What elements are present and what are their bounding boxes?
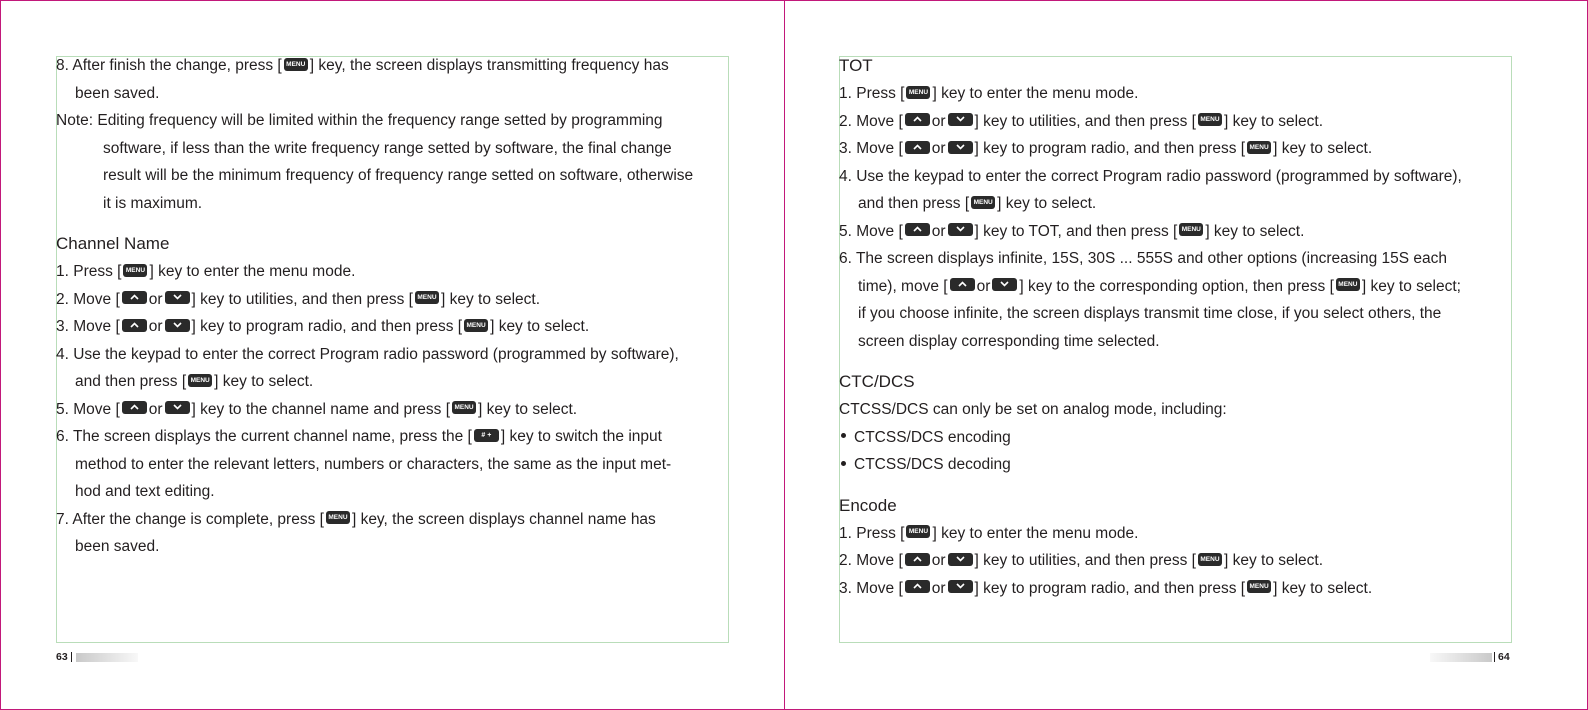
folio-separator (71, 652, 72, 662)
down-arrow-key-icon (948, 141, 973, 154)
bullet-icon (841, 461, 846, 466)
menu-key-icon (1198, 553, 1222, 566)
section-heading-ctc-dcs: CTC/DCS (839, 372, 915, 391)
down-arrow-key-icon (165, 401, 190, 414)
up-arrow-key-icon (905, 141, 930, 154)
step-line: 4. Use the keypad to enter the correct Program radio password (programmed by software), (839, 167, 1462, 185)
up-arrow-key-icon (905, 580, 930, 593)
section-heading-encode: Encode (839, 495, 897, 515)
menu-key-icon (906, 86, 930, 99)
menu-key-icon (971, 196, 995, 209)
menu-key-icon (906, 525, 930, 538)
up-arrow-key-icon (122, 291, 147, 304)
step-line: 2. Move [ or ] key to utilities, and then press [MENU ] key to select. (56, 286, 746, 314)
section-heading-tot: TOT (839, 56, 873, 75)
up-arrow-key-icon (905, 113, 930, 126)
menu-key-icon (464, 319, 488, 332)
menu-key-icon (284, 58, 308, 71)
step-line: screen display corresponding time selected. (858, 332, 1160, 350)
step-line: 4. Use the keypad to enter the correct Program radio password (programmed by software), (56, 345, 679, 363)
bullet-icon (841, 433, 846, 438)
note-line: result will be the minimum frequency of frequency range setted on software, otherwise (103, 167, 694, 184)
step-line: and then press [MENU ] key to select. (56, 368, 746, 396)
ctc-dcs-intro: CTCSS/DCS can only be set on analog mode, including: (839, 401, 1227, 418)
step-line: and then press [MENU ] key to select. (839, 190, 1529, 218)
step-line: 3. Move [ or ] key to program radio, and then press [MENU ] key to select. (839, 575, 1529, 603)
step-line: 3. Move [ or ] key to program radio, and then press [MENU ] key to select. (56, 313, 746, 341)
hash-plus-key-icon (474, 429, 499, 442)
menu-key-icon (188, 374, 212, 387)
step-line: 7. After the change is complete, press [MENU ] key, the screen displays channel name has (56, 506, 746, 534)
step-line: hod and text editing. (75, 483, 215, 500)
menu-key-icon (326, 511, 350, 524)
note-line: it is maximum. (103, 194, 203, 212)
note-line: software, if less than the write frequency range setted by software, the final change (103, 139, 672, 157)
step-line: 3. Move [ or ] key to program radio, and then press [MENU ] key to select. (839, 135, 1529, 163)
step-line: 1. Press [MENU ] key to enter the menu mode. (839, 520, 1529, 548)
step-line: time), move [ or ] key to the corresponding option, then press [MENU ] key to select; (839, 273, 1529, 301)
folio-gradient-bar (76, 653, 138, 662)
bullet-item: CTCSS/DCS decoding (839, 451, 1529, 479)
up-arrow-key-icon (122, 401, 147, 414)
menu-key-icon (1179, 223, 1203, 236)
step-line: 6. The screen displays the current channel name, press the [# + ] key to switch the input (56, 423, 746, 451)
note-line: Note: Editing frequency will be limited within the frequency range setted by programming (56, 112, 663, 129)
step-line: 5. Move [ or ] key to TOT, and then press [MENU ] key to select. (839, 218, 1529, 246)
menu-key-icon (123, 264, 147, 277)
down-arrow-key-icon (992, 278, 1017, 291)
page-fold-line (784, 0, 785, 710)
up-arrow-key-icon (905, 223, 930, 236)
menu-key-icon (1198, 113, 1222, 126)
down-arrow-key-icon (948, 223, 973, 236)
left-page-text (56, 52, 746, 561)
up-arrow-key-icon (122, 319, 147, 332)
step-line: 5. Move [ or ] key to the channel name and press [MENU ] key to select. (56, 396, 746, 424)
menu-key-icon (415, 291, 439, 304)
save-step-line: 8. After finish the change, press [MENU ] key, the screen displays transmitting frequency has (56, 52, 746, 80)
up-arrow-key-icon (905, 553, 930, 566)
right-page-text (839, 52, 1529, 602)
down-arrow-key-icon (948, 553, 973, 566)
folio-separator (1494, 652, 1495, 662)
menu-key-icon (1247, 580, 1271, 593)
down-arrow-key-icon (165, 291, 190, 304)
bullet-item: CTCSS/DCS encoding (839, 424, 1529, 452)
down-arrow-key-icon (165, 319, 190, 332)
page-number-left: 63 (56, 651, 68, 663)
down-arrow-key-icon (948, 580, 973, 593)
step-line: 2. Move [ or ] key to utilities, and then press [MENU ] key to select. (839, 547, 1529, 575)
step-line: 1. Press [MENU ] key to enter the menu mode. (56, 258, 746, 286)
step-line: 2. Move [ or ] key to utilities, and then press [MENU ] key to select. (839, 108, 1529, 136)
step-line: been saved. (75, 538, 160, 555)
folio-gradient-bar (1430, 653, 1492, 662)
menu-key-icon (1247, 141, 1271, 154)
step-line: 1. Press [MENU ] key to enter the menu mode. (839, 80, 1529, 108)
up-arrow-key-icon (950, 278, 975, 291)
step-line: 6. The screen displays infinite, 15S, 30S ... 555S and other options (increasing 15S each (839, 250, 1448, 267)
section-heading-channel-name: Channel Name (56, 234, 170, 253)
step-line: if you choose infinite, the screen displays transmit time close, if you select others, the (858, 305, 1442, 322)
menu-key-icon (452, 401, 476, 414)
step-line: method to enter the relevant letters, numbers or characters, the same as the input met- (75, 455, 672, 473)
page-number-right: 64 (1498, 651, 1510, 663)
menu-key-icon (1336, 278, 1360, 291)
save-step-line: been saved. (75, 84, 160, 102)
down-arrow-key-icon (948, 113, 973, 126)
